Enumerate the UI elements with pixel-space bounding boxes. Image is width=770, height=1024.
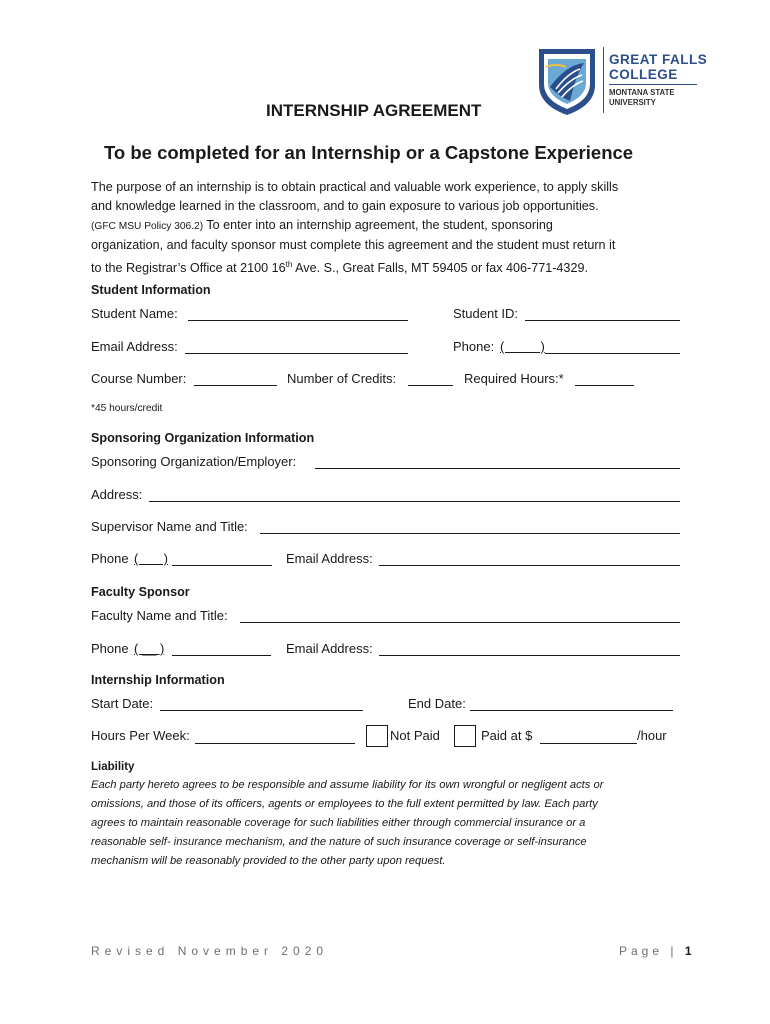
logo-university-line2: UNIVERSITY (609, 98, 656, 107)
student-name-label: Student Name: (91, 306, 178, 321)
student-id-field[interactable] (525, 320, 680, 321)
page-label: Page | (619, 944, 685, 958)
student-section-heading: Student Information (91, 283, 211, 297)
student-phone-area-code[interactable]: ( ) (500, 339, 545, 354)
liability-line-3: agrees to maintain reasonable coverage for such liabilities either through commercial insurance or a (91, 817, 586, 829)
liability-line-4: reasonable self- insurance mechanism, and the nature of such insurance coverage or self-insurance (91, 836, 587, 848)
intro-line-5a: to the Registrar’s Office at 2100 16 (91, 261, 286, 276)
supervisor-label: Supervisor Name and Title: (91, 519, 248, 534)
internship-section-heading: Internship Information (91, 673, 225, 687)
hours-per-week-field[interactable] (195, 743, 355, 744)
logo-underline (609, 84, 697, 85)
paid-checkbox[interactable] (454, 725, 476, 747)
start-date-label: Start Date: (91, 696, 154, 711)
paid-rate-field[interactable] (540, 743, 637, 744)
logo-divider (603, 47, 604, 113)
sponsor-org-section-heading: Sponsoring Organization Information (91, 431, 315, 445)
paid-rate-label: Paid at $ (481, 728, 533, 743)
intro-line-4: organization, and faculty sponsor must complete this agreement and the student must return it (91, 238, 616, 252)
hours-per-credit-note: *45 hours/credit (91, 403, 163, 414)
credits-label: Number of Credits: (287, 371, 397, 386)
liability-paragraph (91, 776, 603, 871)
logo-college-line2: COLLEGE (609, 67, 678, 82)
liability-line-1: Each party hereto agrees to be responsible and assume liability for its own wrongful or negligent acts or (91, 779, 604, 791)
intro-line-1: The purpose of an internship is to obtain practical and valuable work experience, to apply skills (91, 180, 619, 194)
page-title: INTERNSHIP AGREEMENT (266, 101, 482, 120)
student-email-field[interactable] (185, 353, 408, 354)
credits-field[interactable] (408, 385, 453, 386)
intro-line-5 (91, 255, 618, 278)
intro-line-5b: Ave. S., Great Falls, MT 59405 or fax 406-771-4329. (292, 261, 588, 276)
faculty-name-field[interactable] (240, 622, 680, 623)
course-number-label: Course Number: (91, 371, 187, 386)
student-phone-field[interactable] (545, 353, 680, 354)
employer-label: Sponsoring Organization/Employer: (91, 454, 297, 469)
start-date-field[interactable] (160, 710, 363, 711)
org-email-label: Email Address: (286, 551, 373, 566)
liability-heading: Liability (91, 761, 135, 773)
ordinal-suffix: th (285, 260, 293, 269)
supervisor-field[interactable] (260, 533, 680, 534)
course-number-field[interactable] (194, 385, 277, 386)
end-date-field[interactable] (470, 710, 673, 711)
not-paid-label: Not Paid (390, 728, 440, 743)
faculty-phone-label: Phone (91, 641, 129, 656)
org-phone-label: Phone (91, 551, 129, 566)
end-date-label: End Date: (408, 696, 466, 711)
required-hours-field[interactable] (575, 385, 634, 386)
student-email-label: Email Address: (91, 339, 178, 354)
logo-university-line1: MONTANA STATE (609, 88, 675, 97)
required-hours-label: Required Hours:* (464, 371, 564, 386)
liability-line-2: omissions, and those of its officers, agents or employees to the full extent permitted by law. Each party (91, 798, 598, 810)
college-logo (536, 45, 716, 117)
student-id-label: Student ID: (453, 306, 519, 321)
shield-logo-icon (536, 45, 598, 117)
faculty-section-heading: Faculty Sponsor (91, 585, 190, 599)
student-phone-label: Phone: (453, 339, 495, 354)
intro-line-3 (91, 216, 618, 236)
student-name-field[interactable] (188, 320, 408, 321)
page-number: 1 (684, 944, 692, 958)
policy-reference: (GFC MSU Policy 306.2) (91, 221, 204, 232)
faculty-phone-field[interactable] (172, 655, 271, 656)
org-address-field[interactable] (149, 501, 680, 502)
org-phone-field[interactable] (172, 565, 272, 566)
faculty-phone-area-code[interactable]: ( __ ) (134, 641, 165, 656)
revision-footer: Revised November 2020 (91, 944, 329, 958)
per-hour-label: /hour (637, 728, 667, 743)
org-email-field[interactable] (379, 565, 680, 566)
intro-line-3-text: To enter into an internship agreement, the student, sponsoring (203, 218, 553, 232)
faculty-name-label: Faculty Name and Title: (91, 608, 228, 623)
hours-per-week-label: Hours Per Week: (91, 728, 190, 743)
not-paid-checkbox[interactable] (366, 725, 388, 747)
org-address-label: Address: (91, 487, 143, 502)
org-phone-area-code[interactable]: ( ) (134, 551, 168, 566)
faculty-email-label: Email Address: (286, 641, 373, 656)
intro-line-2: and knowledge learned in the classroom, and to gain exposure to various job opportunities. (91, 199, 599, 213)
page-number-footer (619, 944, 692, 958)
intro-paragraph (91, 178, 618, 278)
logo-college-line1: GREAT FALLS (609, 52, 708, 67)
page-subtitle: To be completed for an Internship or a Capstone Experience (104, 142, 634, 163)
liability-line-5: mechanism will be reasonably provided to the other party upon request. (91, 855, 446, 867)
faculty-email-field[interactable] (379, 655, 680, 656)
employer-field[interactable] (315, 468, 680, 469)
